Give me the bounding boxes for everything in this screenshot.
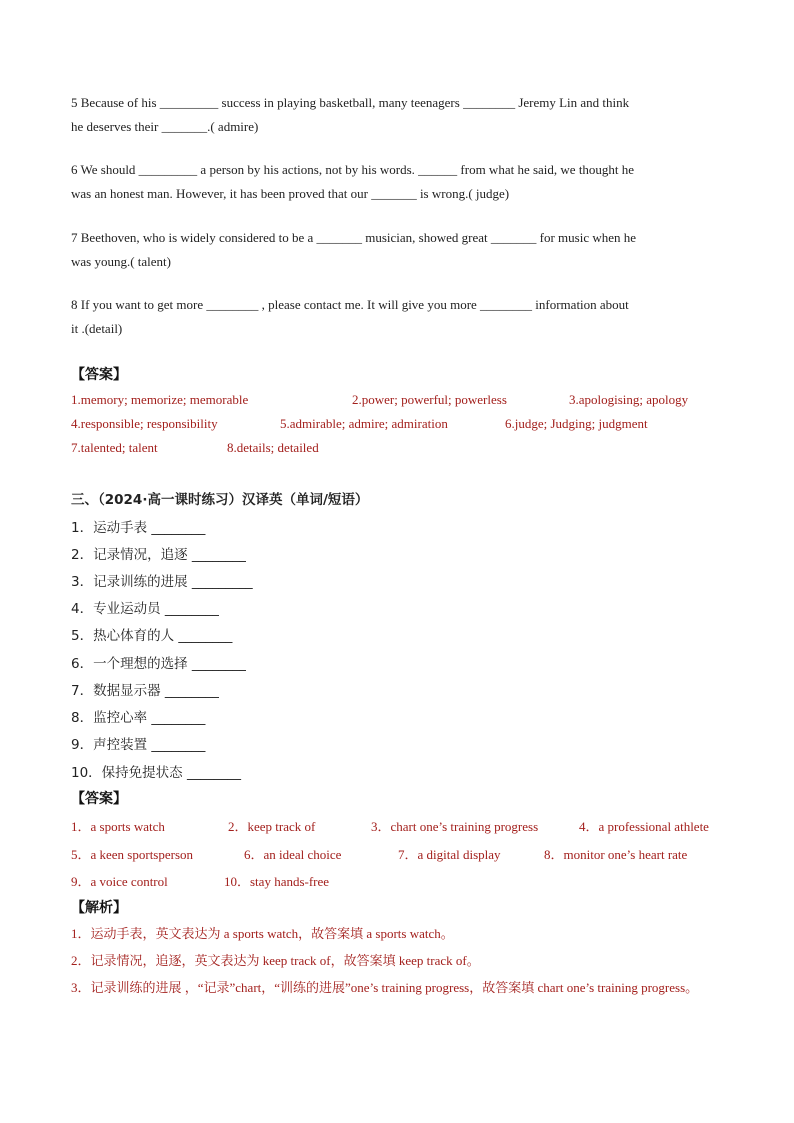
answer-item: 6．an ideal choice	[244, 847, 342, 862]
list-item: 5．热心体育的人 ________	[71, 628, 233, 644]
answer-item: 5．a keen sportsperson	[71, 847, 194, 862]
answer-item: 9．a voice control	[71, 874, 168, 889]
answer-item: 2．keep track of	[228, 819, 316, 834]
answer-item: 8．monitor one’s heart rate	[544, 847, 688, 862]
answer-label: 【答案】	[71, 791, 127, 807]
answer-item: 7．a digital display	[398, 847, 501, 862]
question-line: 5 Because of his _________ success in playing basketball, many teenagers ________ Jeremy Lin and think	[71, 95, 630, 110]
analysis-line: 1．运动手表，英文表达为 a sports watch，故答案填 a sports watch。	[71, 926, 454, 941]
answer-item: 4.responsible; responsibility	[71, 416, 218, 431]
list-item: 1．运动手表 ________	[71, 520, 206, 536]
answer-item: 8.details; detailed	[227, 440, 319, 455]
answer-item: 7.talented; talent	[71, 440, 158, 455]
answer-item: 10．stay hands-free	[224, 874, 330, 889]
question-7	[71, 226, 723, 274]
list-item: 3．记录训练的进展 _________	[71, 574, 253, 590]
list-item: 9．声控装置 ________	[71, 737, 206, 753]
analysis-line: 3．记录训练的进展 ，“记录”chart，“训练的进展”one’s training progress，故答案填 chart one’s training progress。	[71, 980, 699, 995]
section-title: 三、（2024·高一课时练习）汉译英（单词/短语）	[71, 492, 369, 508]
analysis-line: 2．记录情况，追逐，英文表达为 keep track of，故答案填 keep track of。	[71, 953, 480, 968]
question-line: 8 If you want to get more ________ , please contact me. It will give you more ________ information about	[71, 297, 629, 312]
question-8	[71, 293, 723, 341]
question-line: 6 We should _________ a person by his actions, not by his words. ______ from what he said, we thought he	[71, 162, 635, 177]
answer-item: 3.apologising; apology	[569, 392, 689, 407]
answer-item: 2.power; powerful; powerless	[352, 392, 507, 407]
question-line: 7 Beethoven, who is widely considered to be a _______ musician, showed great _______ for music when he	[71, 230, 637, 245]
analysis-text	[71, 920, 723, 1001]
question-line: it .(detail)	[71, 321, 123, 336]
question-line: was an honest man. However, it has been proved that our _______ is wrong.( judge)	[71, 186, 510, 201]
answer-label: 【答案】	[71, 367, 127, 383]
question-line: he deserves their _______.( admire)	[71, 119, 259, 134]
answer-item: 1．a sports watch	[71, 819, 165, 834]
question-line: was young.( talent)	[71, 254, 172, 269]
list-item: 8．监控心率 ________	[71, 710, 206, 726]
list-item: 2．记录情况，追逐 ________	[71, 547, 246, 563]
list-item: 4．专业运动员 ________	[71, 601, 219, 617]
list-item: 7．数据显示器 ________	[71, 683, 219, 699]
list-item: 10．保持免提状态 ________	[71, 765, 241, 781]
question-6	[71, 158, 723, 206]
list-item: 6．一个理想的选择 ________	[71, 656, 246, 672]
answer-item: 4．a professional athlete	[579, 819, 709, 834]
answer-item: 5.admirable; admire; admiration	[280, 416, 448, 431]
answer-item: 3．chart one’s training progress	[371, 819, 539, 834]
answer-item: 1.memory; memorize; memorable	[71, 392, 249, 407]
answer-item: 6.judge; Judging; judgment	[505, 416, 648, 431]
analysis-label: 【解析】	[71, 900, 127, 916]
question-5	[71, 91, 723, 139]
